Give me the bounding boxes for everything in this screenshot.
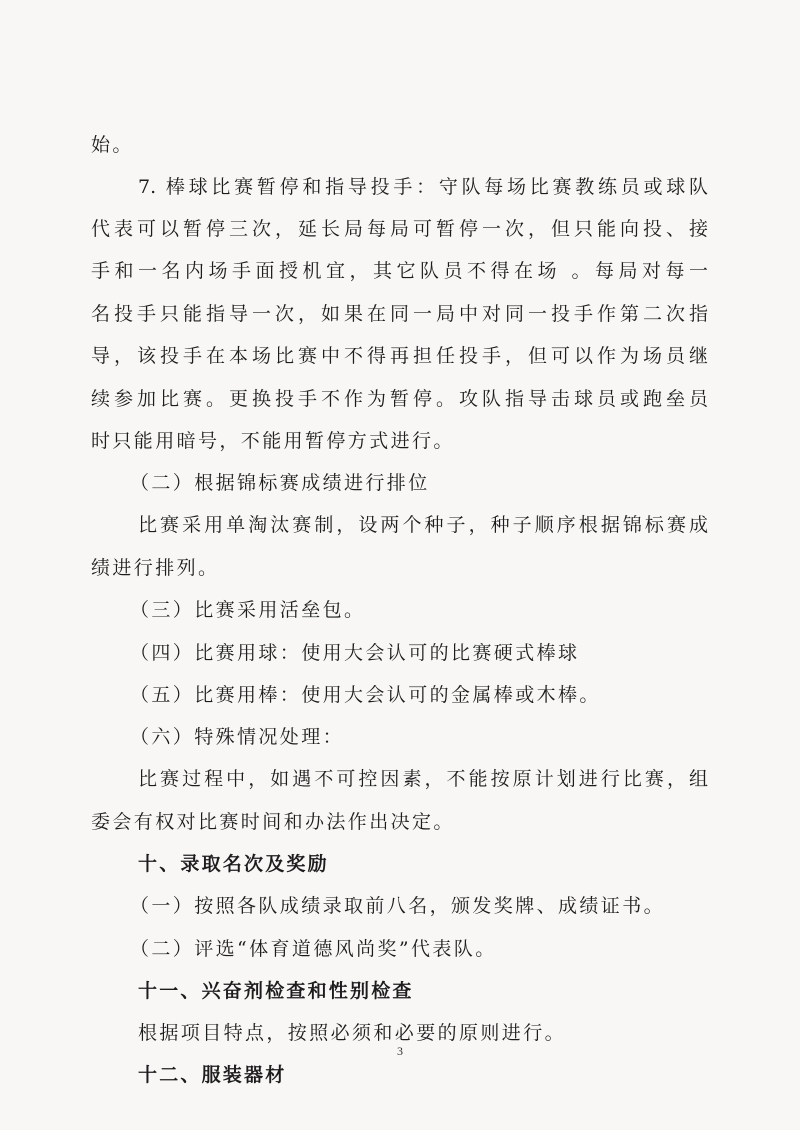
text-line-5: 名投手只能指导一次，如果在同一局中对同一投手作第二次指: [91, 303, 708, 325]
text-line-10: 比赛采用单淘汰赛制，设两个种子，种子顺序根据锦标赛成: [138, 514, 708, 536]
text-line-16: 比赛过程中，如遇不可控因素，不能按原计划进行比赛，组: [138, 768, 708, 790]
text-line-1: 始。: [91, 134, 134, 156]
text-line-22: 根据项目特点，按照必须和必要的原则进行。: [138, 1022, 567, 1044]
section-subheading-6: （六）特殊情况处理：: [130, 726, 345, 748]
award-line-1: （一）按照各队成绩录取前八名，颁发奖牌、成绩证书。: [130, 895, 666, 917]
text-line-8: 时只能用暗号，不能用暂停方式进行。: [91, 430, 455, 452]
section-subheading-4: （四）比赛用球：使用大会认可的比赛硬式棒球: [130, 642, 580, 664]
text-line-11: 绩进行排列。: [91, 557, 220, 579]
section-heading-11: 十一、兴奋剂检查和性别检查: [138, 980, 414, 1002]
text-line-7: 续参加比赛。更换投手不作为暂停。攻队指导击球员或跑垒员: [91, 388, 708, 410]
text-line-3: 代表可以暂停三次，延长局每局可暂停一次，但只能向投、接: [91, 218, 708, 240]
section-subheading-3: （三）比赛采用活垒包。: [130, 599, 366, 621]
award-line-2: （二）评选“体育道德风尚奖”代表队。: [130, 938, 497, 960]
text-line-6: 导，该投手在本场比赛中不得再担任投手，但可以作为场员继: [91, 345, 708, 367]
section-heading-10: 十、录取名次及奖励: [138, 853, 329, 875]
section-subheading-5: （五）比赛用棒：使用大会认可的金属棒或木棒。: [130, 684, 601, 706]
page-number: 3: [397, 1044, 403, 1058]
text-line-2: 7. 棒球比赛暂停和指导投手：守队每场比赛教练员或球队: [138, 176, 708, 198]
section-heading-12: 十二、服装器材: [138, 1064, 287, 1086]
text-line-4: 手和一名内场手面授机宜，其它队员不得在场 。每局对每一: [91, 260, 708, 282]
section-subheading-2: （二）根据锦标赛成绩进行排位: [130, 472, 430, 494]
text-line-17: 委会有权对比赛时间和办法作出决定。: [91, 811, 455, 833]
